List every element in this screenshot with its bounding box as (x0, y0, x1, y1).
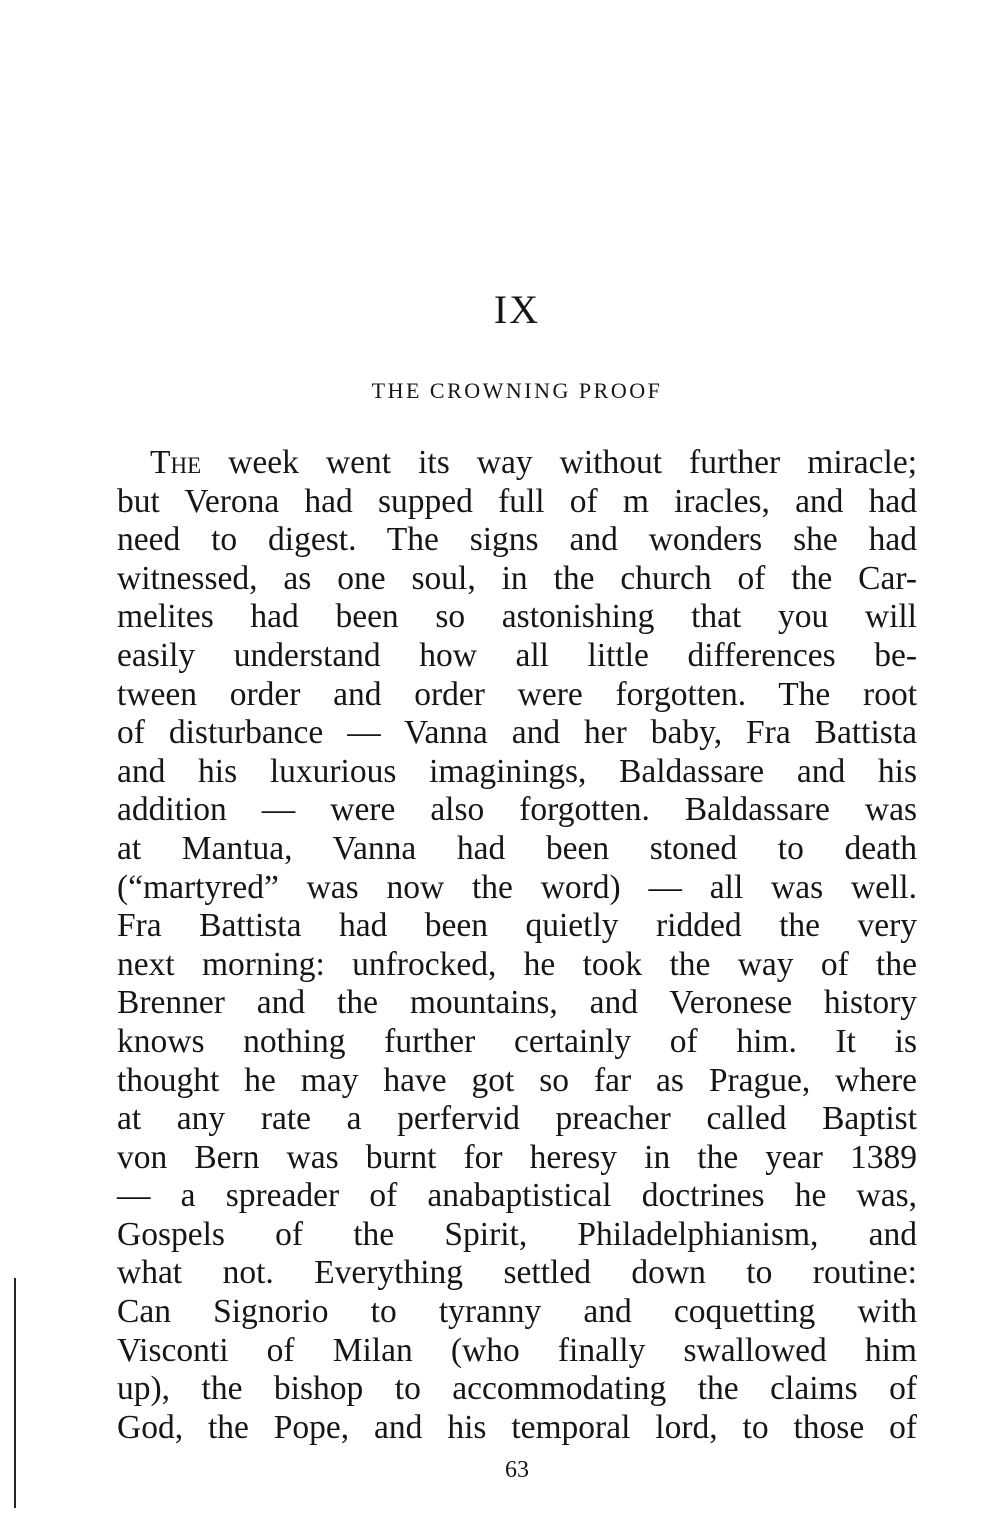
text-line: thought he may have got so far as Prague, where (117, 1061, 917, 1099)
text-line: knows nothing further certainly of him. It is (117, 1022, 917, 1060)
text-line: and his luxurious imaginings, Baldassare and his (117, 752, 917, 790)
text-line: Can Signorio to tyranny and coquetting with (117, 1293, 917, 1331)
text-line: melites had been so astonishing that you will (117, 598, 917, 636)
text-line: easily understand how all little differences be- (117, 636, 917, 674)
text-line: need to digest. The signs and wonders she had (117, 521, 917, 559)
text-line: (“martyred” was now the word) — all was well. (117, 868, 917, 906)
page-number: 63 (505, 1457, 529, 1483)
text-line: what not. Everything settled down to routine: (117, 1254, 917, 1292)
text-line: tween order and order were forgotten. The root (117, 675, 917, 713)
text-line: Fra Battista had been quietly ridded the very (117, 907, 917, 945)
chapter-title: THE CROWNING PROOF (371, 378, 663, 403)
text-line: next morning: unfrocked, he took the way of the (117, 945, 917, 983)
text-line: addition — were also forgotten. Baldassare was (117, 791, 917, 829)
text-line: God, the Pope, and his temporal lord, to those of (117, 1408, 917, 1446)
text-line: Brenner and the mountains, and Veronese history (117, 984, 917, 1022)
text-line: at Mantua, Vanna had been stoned to death (117, 829, 917, 867)
text-line-rest: week went its way without further miracle; (201, 444, 917, 481)
text-line: of disturbance — Vanna and her baby, Fra Battista (117, 714, 917, 752)
text-line: at any rate a perfervid preacher called Baptist (117, 1100, 917, 1138)
text-line: up), the bishop to accommodating the claims of (117, 1370, 917, 1408)
text-line: — a spreader of anabaptistical doctrines he was, (117, 1177, 917, 1215)
chapter-number: IX (493, 287, 541, 332)
text-line: von Bern was burnt for heresy in the year 1389 (117, 1138, 917, 1176)
lead-word: The (150, 444, 202, 481)
text-line (117, 444, 917, 483)
text-line: witnessed, as one soul, in the church of the Car- (117, 559, 917, 597)
text-line: but Verona had supped full of m iracles, and had (117, 482, 917, 520)
body-text (117, 444, 917, 1447)
margin-rule (14, 1278, 16, 1508)
text-line: Visconti of Milan (who finally swallowed him (117, 1331, 917, 1369)
text-line: Gospels of the Spirit, Philadelphianism, and (117, 1215, 917, 1253)
